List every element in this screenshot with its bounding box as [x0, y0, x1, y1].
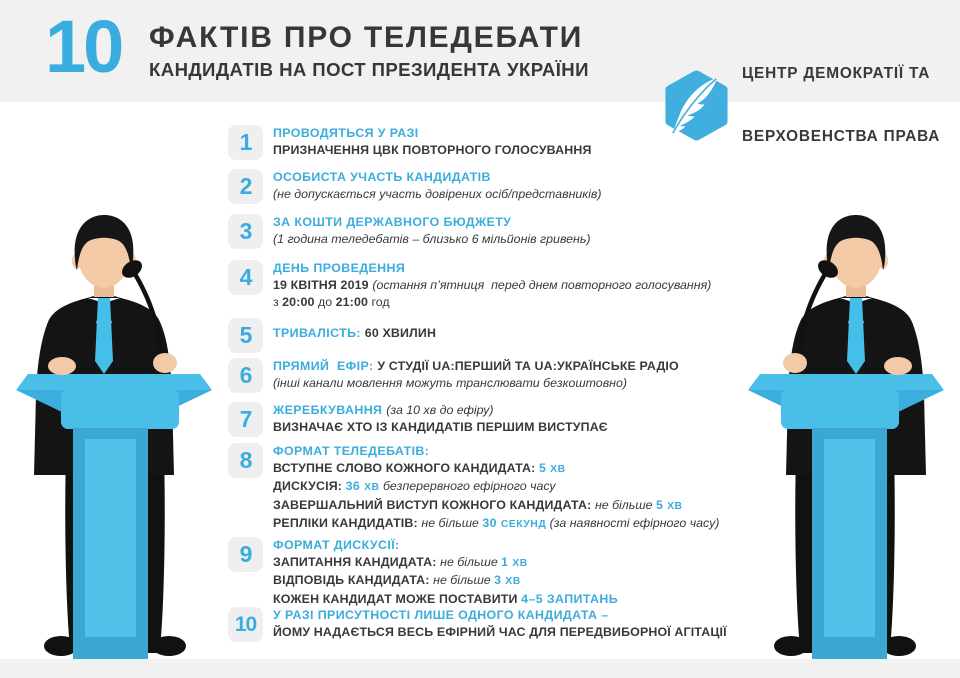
fact-segment: (за 10 хв до ефіру) — [386, 403, 494, 417]
fact-segment: ЗА КОШТИ ДЕРЖАВНОГО БЮДЖЕТУ — [273, 215, 512, 229]
fact-segment: ПРОВОДЯТЬСЯ У РАЗІ — [273, 126, 419, 140]
fact-text — [273, 358, 679, 392]
fact-number-badge: 5 — [228, 318, 263, 353]
fact-item — [228, 607, 727, 642]
quill-icon — [662, 70, 731, 141]
fact-line — [273, 478, 719, 496]
fact-segment: 21:00 — [335, 295, 369, 310]
fact-line — [273, 277, 711, 294]
fact-segment: ХВ — [667, 500, 683, 512]
fact-line — [273, 142, 592, 159]
fact-number-badge: 9 — [228, 537, 263, 572]
fact-segment: ДИСКУСІЯ: — [273, 479, 346, 494]
org-name-line1: ЦЕНТР ДЕМОКРАТІЇ ТА — [742, 65, 931, 82]
fact-line — [273, 591, 618, 608]
fact-number-badge: 10 — [228, 607, 263, 642]
fact-line — [273, 358, 679, 375]
page-subtitle: КАНДИДАТІВ НА ПОСТ ПРЕЗИДЕНТА УКРАЇНИ — [149, 59, 589, 80]
fact-number-badge: 2 — [228, 169, 263, 204]
fact-segment: ВІДПОВІДЬ КАНДИДАТА: — [273, 573, 434, 588]
fact-line — [273, 402, 608, 419]
fact-line — [273, 214, 591, 231]
fact-segment: У СТУДІЇ UA:ПЕРШИЙ ТА UA:УКРАЇНСЬКЕ РАДІО — [377, 359, 679, 373]
fact-segment: ВИЗНАЧАЄ ХТО ІЗ КАНДИДАТІВ ПЕРШИМ ВИСТУПАЄ — [273, 420, 608, 435]
fact-item — [228, 318, 436, 353]
fact-line — [273, 186, 601, 203]
fact-segment: У РАЗІ ПРИСУТНОСТІ ЛИШЕ ОДНОГО КАНДИДАТА – — [273, 608, 609, 622]
fact-segment: не більше — [594, 497, 656, 512]
fact-line — [273, 125, 592, 142]
fact-segment: (за наявності ефірного часу) — [546, 515, 720, 530]
fact-item — [228, 443, 719, 533]
fact-segment: ЖЕРЕБКУВАННЯ — [273, 403, 387, 417]
fact-segment: ТРИВАЛІСТЬ: — [273, 326, 365, 340]
fact-number-badge: 7 — [228, 402, 263, 437]
fact-text — [273, 607, 727, 641]
fact-segment: ХВ — [364, 482, 380, 494]
fact-item — [228, 402, 608, 437]
fact-segment: 20:00 — [282, 295, 315, 310]
fact-segment: (не допускається участь довірених осіб/представників) — [273, 187, 602, 202]
fact-segment: 5 — [539, 461, 551, 476]
fact-line — [273, 515, 719, 533]
fact-text — [273, 169, 601, 203]
fact-line — [273, 294, 711, 311]
fact-segment: РЕПЛІКИ КАНДИДАТІВ: — [273, 515, 422, 530]
fact-segment: СЕКУНД — [500, 518, 547, 530]
fact-segment: ПРЯМИЙ ЕФІР: — [273, 359, 378, 373]
fact-segment: 19 КВІТНЯ 2019 — [273, 278, 373, 293]
fact-segment: 3 — [494, 573, 506, 588]
footer-band — [0, 659, 960, 678]
fact-segment: 60 ХВИЛИН — [364, 326, 437, 340]
fact-line — [273, 169, 601, 186]
fact-segment: ФОРМАТ ДИСКУСІЇ: — [273, 538, 400, 552]
fact-line — [273, 260, 711, 277]
fact-segment: ХВ — [550, 464, 566, 476]
fact-segment: ХВ — [505, 576, 521, 588]
fact-segment: ПРИЗНАЧЕННЯ ЦВК ПОВТОРНОГО ГОЛОСУВАННЯ — [273, 143, 592, 158]
fact-line — [273, 607, 727, 624]
fact-segment: не більше — [433, 573, 495, 588]
fact-segment: 1 — [501, 555, 513, 570]
fact-line — [273, 231, 591, 248]
fact-segment: ДЕНЬ ПРОВЕДЕННЯ — [273, 261, 406, 275]
fact-text — [273, 443, 719, 533]
fact-segment: ВСТУПНЕ СЛОВО КОЖНОГО КАНДИДАТА: — [273, 461, 540, 476]
fact-text — [273, 125, 592, 159]
fact-line — [273, 624, 727, 641]
fact-item — [228, 125, 592, 160]
fact-segment: ОСОБИСТА УЧАСТЬ КАНДИДАТІВ — [273, 170, 491, 184]
fact-number-badge: 6 — [228, 358, 263, 393]
fact-segment: ФОРМАТ ТЕЛЕДЕБАТІВ: — [273, 444, 430, 458]
fact-line — [273, 537, 618, 554]
fact-line — [273, 460, 719, 478]
fact-segment: до — [314, 295, 336, 310]
fact-line — [273, 554, 618, 572]
fact-text — [273, 260, 711, 312]
fact-segment: ЗАВЕРШАЛЬНИЙ ВИСТУП КОЖНОГО КАНДИДАТА: — [273, 497, 595, 512]
fact-segment: (1 година теледебатів – близько 6 мільйонів гривень) — [273, 232, 591, 247]
fact-line — [273, 419, 608, 436]
fact-segment: ЗАПИТАННЯ КАНДИДАТА: — [273, 555, 441, 570]
fact-number-badge: 1 — [228, 125, 263, 160]
fact-number-badge: 8 — [228, 443, 263, 478]
fact-text — [273, 537, 618, 608]
speaker-illustration-right — [725, 213, 955, 678]
org-name-line2: ВЕРХОВЕНСТВА ПРАВА — [742, 128, 941, 145]
fact-segment: безперервного ефірного часу — [379, 479, 556, 494]
fact-segment: не більше — [421, 515, 483, 530]
fact-segment: з — [273, 295, 283, 310]
org-logo — [662, 21, 940, 189]
fact-segment: (інші канали мовлення можуть транслювати безкоштовно) — [273, 376, 627, 391]
fact-text — [273, 214, 591, 248]
fact-item — [228, 214, 591, 249]
big-number: 10 — [45, 5, 122, 88]
fact-segment: 5 — [655, 497, 668, 512]
fact-segment: не більше — [440, 555, 502, 570]
fact-segment: (остання п’ятниця перед днем повторного голосування) — [372, 278, 712, 293]
fact-item — [228, 260, 711, 312]
header-titles — [149, 21, 589, 81]
fact-segment: КОЖЕН КАНДИДАТ МОЖЕ ПОСТАВИТИ — [273, 591, 522, 606]
speaker-illustration-left — [5, 213, 235, 678]
fact-segment: 4–5 ЗАПИТАНЬ — [521, 591, 619, 606]
fact-line — [273, 375, 679, 392]
fact-number-badge: 3 — [228, 214, 263, 249]
org-name — [742, 21, 940, 189]
page-title: ФАКТІВ ПРО ТЕЛЕДЕБАТИ — [149, 21, 584, 54]
fact-line — [273, 443, 719, 460]
fact-segment: ЙОМУ НАДАЄТЬСЯ ВЕСЬ ЕФІРНИЙ ЧАС ДЛЯ ПЕРЕДВИБОРНОЇ АГІТАЦІЇ — [273, 625, 727, 640]
fact-number-badge: 4 — [228, 260, 263, 295]
fact-item — [228, 169, 601, 204]
fact-text — [273, 325, 436, 342]
fact-text — [273, 402, 608, 436]
fact-line — [273, 497, 719, 515]
fact-item — [228, 358, 679, 393]
fact-segment: 36 — [345, 479, 365, 494]
fact-line — [273, 325, 436, 342]
fact-segment: 30 — [482, 515, 501, 530]
fact-item — [228, 537, 618, 608]
fact-segment: ХВ — [512, 558, 528, 570]
fact-segment: год — [368, 295, 390, 310]
fact-line — [273, 572, 618, 590]
